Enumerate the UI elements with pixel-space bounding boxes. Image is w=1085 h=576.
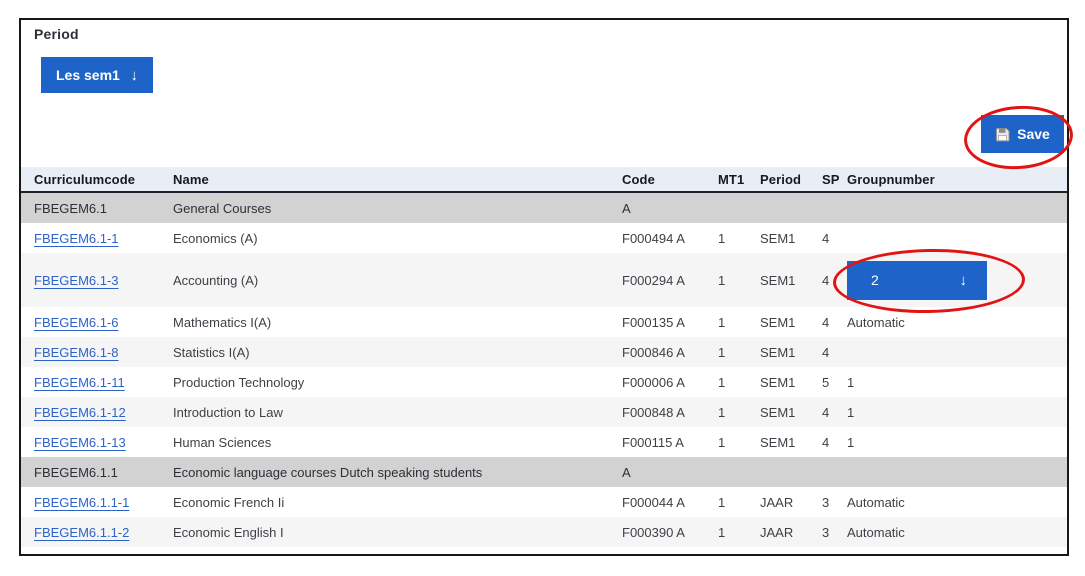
cell-curriculumcode [21, 487, 173, 517]
cell-text: F000044 A [622, 494, 685, 510]
cell-curriculumcode [21, 397, 173, 427]
cell-text: Mathematics I(A) [173, 314, 272, 330]
cell-period [760, 337, 822, 367]
curriculumcode-link[interactable]: FBEGEM6.1-6 [34, 314, 119, 330]
cell-text: F000294 A [622, 272, 685, 288]
save-icon [995, 127, 1010, 142]
cell-code [622, 487, 718, 517]
cell-sp [822, 307, 847, 337]
cell-groupnumber [847, 253, 1067, 307]
table-row [21, 223, 1067, 253]
cell-text: 1 [718, 272, 726, 288]
cell-text: F000115 A [622, 434, 684, 450]
cell-code [622, 367, 718, 397]
cell-period [760, 253, 822, 307]
table-row [21, 307, 1067, 337]
cell-name [173, 517, 622, 547]
cell-sp [822, 192, 847, 223]
cell-text: Production Technology [173, 374, 305, 390]
section-row [21, 192, 1067, 223]
cell-text: General Courses [173, 200, 272, 216]
cell-mt1 [718, 223, 760, 253]
cell-text: SEM1 [760, 230, 796, 246]
column-header-curriculumcode: Curriculumcode [21, 167, 173, 192]
cell-code [622, 253, 718, 307]
column-header-period: Period [760, 167, 822, 192]
cell-period [760, 223, 822, 253]
cell-text: 4 [822, 404, 830, 420]
cell-text: SEM1 [760, 272, 796, 288]
period-label: Period [34, 26, 79, 42]
cell-groupnumber [847, 397, 1067, 427]
cell-code [622, 427, 718, 457]
cell-groupnumber [847, 192, 1067, 223]
cell-sp [822, 427, 847, 457]
content-frame [19, 18, 1069, 556]
cell-mt1 [718, 253, 760, 307]
column-header-name: Name [173, 167, 622, 192]
groupnumber-dropdown[interactable] [847, 261, 987, 300]
curriculumcode-link[interactable]: FBEGEM6.1-8 [34, 344, 119, 360]
cell-name [173, 427, 622, 457]
cell-text: 3 [822, 494, 830, 510]
cell-curriculumcode [21, 517, 173, 547]
cell-code [622, 192, 718, 223]
cell-text: Statistics I(A) [173, 344, 250, 360]
cell-text: Automatic [847, 494, 905, 510]
cell-name [173, 192, 622, 223]
cell-sp [822, 517, 847, 547]
cell-text: 4 [822, 230, 830, 246]
cell-text: Economic French Ii [173, 494, 285, 510]
cell-groupnumber [847, 427, 1067, 457]
cell-text: Economic language courses Dutch speaking students [173, 464, 483, 480]
cell-sp [822, 487, 847, 517]
cell-period [760, 192, 822, 223]
cell-code [622, 517, 718, 547]
cell-text: 1 [847, 404, 855, 420]
cell-text: Introduction to Law [173, 404, 283, 420]
cell-name [173, 223, 622, 253]
cell-text: 1 [718, 494, 726, 510]
cell-text: SEM1 [760, 314, 796, 330]
curriculumcode-link[interactable]: FBEGEM6.1.1-1 [34, 494, 130, 510]
cell-text: Accounting (A) [173, 272, 259, 288]
cell-period [760, 457, 822, 487]
cell-text: 1 [847, 374, 855, 390]
cell-text: Automatic [847, 314, 905, 330]
table-row [21, 397, 1067, 427]
cell-name [173, 253, 622, 307]
curriculumcode-link[interactable]: FBEGEM6.1-1 [34, 230, 119, 246]
cell-groupnumber [847, 517, 1067, 547]
arrow-down-icon: ↓ [959, 271, 967, 289]
curriculumcode-link[interactable]: FBEGEM6.1-13 [34, 434, 126, 450]
cell-text: 5 [822, 374, 830, 390]
cell-code [622, 457, 718, 487]
cell-name [173, 337, 622, 367]
cell-curriculumcode [21, 457, 173, 487]
cell-text: 1 [718, 314, 726, 330]
table-row [21, 253, 1067, 307]
cell-code [622, 223, 718, 253]
cell-text: FBEGEM6.1 [34, 200, 107, 216]
table-header-row [21, 167, 1067, 192]
table-row [21, 367, 1067, 397]
cell-mt1 [718, 397, 760, 427]
cell-text: JAAR [760, 494, 794, 510]
cell-text: F000846 A [622, 344, 685, 360]
period-dropdown[interactable] [41, 57, 153, 93]
cell-curriculumcode [21, 367, 173, 397]
cell-sp [822, 367, 847, 397]
table-row [21, 487, 1067, 517]
table-row [21, 427, 1067, 457]
cell-text: FBEGEM6.1.1 [34, 464, 118, 480]
cell-text: Economic English I [173, 524, 284, 540]
cell-text: F000494 A [622, 230, 685, 246]
cell-text: SEM1 [760, 344, 796, 360]
cell-mt1 [718, 307, 760, 337]
cell-period [760, 517, 822, 547]
cell-groupnumber [847, 307, 1067, 337]
curriculumcode-link[interactable]: FBEGEM6.1-3 [34, 272, 119, 288]
cell-groupnumber [847, 223, 1067, 253]
cell-mt1 [718, 192, 760, 223]
period-dropdown-value: Les sem1 [56, 67, 120, 83]
cell-text: 1 [718, 374, 726, 390]
curriculumcode-link[interactable]: FBEGEM6.1-12 [34, 404, 126, 420]
cell-curriculumcode [21, 337, 173, 367]
cell-text: 1 [718, 230, 726, 246]
cell-sp [822, 397, 847, 427]
cell-mt1 [718, 517, 760, 547]
cell-text: 1 [718, 524, 726, 540]
cell-period [760, 397, 822, 427]
cell-text: Economics (A) [173, 230, 258, 246]
cell-period [760, 307, 822, 337]
cell-mt1 [718, 487, 760, 517]
cell-period [760, 427, 822, 457]
cell-text: SEM1 [760, 374, 796, 390]
cell-text: Human Sciences [173, 434, 272, 450]
cell-curriculumcode [21, 307, 173, 337]
cell-mt1 [718, 457, 760, 487]
cell-period [760, 487, 822, 517]
cell-mt1 [718, 427, 760, 457]
cell-name [173, 367, 622, 397]
cell-name [173, 487, 622, 517]
cell-text: F000135 A [622, 314, 685, 330]
cell-text: SEM1 [760, 434, 796, 450]
save-button-label: Save [1017, 126, 1050, 142]
cell-text: SEM1 [760, 404, 796, 420]
cell-text: 4 [822, 314, 830, 330]
cell-text: 4 [822, 272, 830, 288]
column-header-mt1: MT1 [718, 167, 760, 192]
cell-text: 3 [822, 524, 830, 540]
cell-code [622, 307, 718, 337]
column-header-sp: SP [822, 167, 847, 192]
save-button[interactable] [981, 115, 1064, 153]
cell-mt1 [718, 337, 760, 367]
cell-text: F000006 A [622, 374, 685, 390]
cell-text: F000390 A [622, 524, 685, 540]
curriculumcode-link[interactable]: FBEGEM6.1.1-2 [34, 524, 130, 540]
cell-groupnumber [847, 367, 1067, 397]
cell-sp [822, 457, 847, 487]
groupnumber-dropdown-value: 2 [871, 272, 879, 288]
cell-text: 1 [718, 434, 726, 450]
section-row [21, 457, 1067, 487]
cell-sp [822, 337, 847, 367]
cell-text: 1 [718, 344, 726, 360]
cell-groupnumber [847, 457, 1067, 487]
cell-curriculumcode [21, 223, 173, 253]
cell-text: F000848 A [622, 404, 685, 420]
column-header-code: Code [622, 167, 718, 192]
table-row [21, 337, 1067, 367]
cell-text: 1 [718, 404, 726, 420]
cell-text: JAAR [760, 524, 794, 540]
table-row [21, 517, 1067, 547]
cell-groupnumber [847, 487, 1067, 517]
curriculumcode-link[interactable]: FBEGEM6.1-11 [34, 374, 125, 390]
cell-name [173, 307, 622, 337]
arrow-down-icon: ↓ [130, 66, 138, 84]
cell-text: Automatic [847, 524, 905, 540]
cell-text: 4 [822, 434, 830, 450]
curriculum-table-wrap [21, 167, 1067, 547]
cell-period [760, 367, 822, 397]
curriculum-table [21, 167, 1067, 547]
cell-text: A [622, 464, 631, 480]
cell-name [173, 457, 622, 487]
cell-name [173, 397, 622, 427]
cell-mt1 [718, 367, 760, 397]
cell-code [622, 397, 718, 427]
cell-text: 4 [822, 344, 830, 360]
cell-sp [822, 223, 847, 253]
cell-sp [822, 253, 847, 307]
cell-text: 1 [847, 434, 855, 450]
column-header-groupnumber: Groupnumber [847, 167, 1067, 192]
cell-text: A [622, 200, 631, 216]
cell-curriculumcode [21, 427, 173, 457]
cell-curriculumcode [21, 253, 173, 307]
table-body [21, 192, 1067, 547]
cell-groupnumber [847, 337, 1067, 367]
cell-curriculumcode [21, 192, 173, 223]
cell-code [622, 337, 718, 367]
